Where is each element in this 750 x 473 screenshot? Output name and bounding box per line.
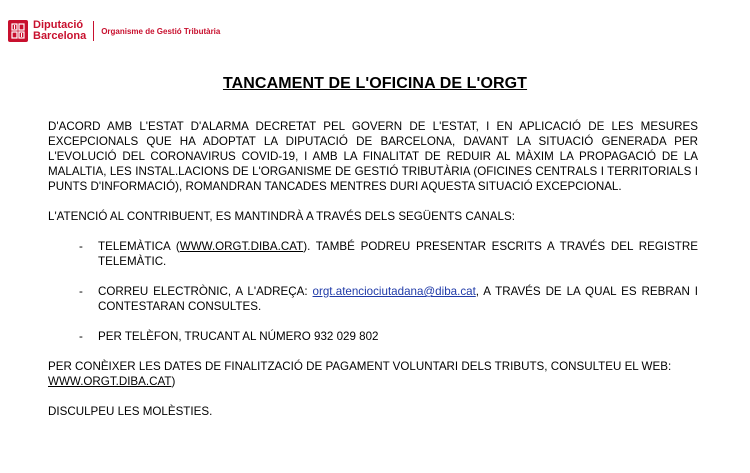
list-dash: - [79,285,83,298]
page-title: TANCAMENT DE L'OFICINA DE L'ORGT [222,75,528,92]
notice-body [48,119,698,419]
list-dash: - [79,240,83,253]
web-link-2[interactable]: WWW.ORGT.DIBA.CAT [48,375,172,388]
item-text-pre: TELEMÀTICA ( [98,240,180,253]
item-text-post: , A TRAVÉS DE LA QUAL ES REBRAN I CONTESTARAN CONSULTES. [98,285,698,313]
deadlines-close: ) [171,375,176,388]
header-divider [93,21,94,41]
list-dash: - [79,330,83,343]
deadlines-paragraph [48,359,698,389]
phone-text: PER TELÈFON, TRUCANT AL NÚMERO 932 029 802 [98,330,379,343]
item-text-post: ). TAMBÉ PODREU PRESENTAR ESCRITS A TRAVÉS DEL REGISTRE TELEMÀTIC. [98,240,698,268]
list-item [48,329,698,344]
logo-line2: Barcelona [33,30,87,42]
diputacio-logo-icon [8,20,28,42]
header [8,18,220,44]
org-name: Organisme de Gestió Tributària [101,26,221,36]
item-text-pre: CORREU ELECTRÒNIC, A L'ADREÇA: [98,285,313,298]
logo-line1: Diputació [33,19,84,31]
list-item [48,284,698,314]
channels-intro: L'ATENCIÓ AL CONTRIBUENT, ES MANTINDRÀ A TRAVÉS DELS SEGÜENTS CANALS: [48,210,515,223]
email-link[interactable]: orgt.atenciociutadana@diba.cat [312,285,476,298]
apology-text: DISCULPEU LES MOLÈSTIES. [48,405,213,418]
deadlines-text: PER CONÈIXER LES DATES DE FINALITZACIÓ DE PAGAMENT VOLUNTARI DELS TRIBUTS, CONSULTEU EL WEB: [48,360,672,373]
list-item [48,239,698,269]
intro-paragraph: D'ACORD AMB L'ESTAT D'ALARMA DECRETAT PEL GOVERN DE L'ESTAT, I EN APLICACIÓ DE LES MESURES EXCEPCIONALS QUE HA ADOPTAT LA DIPUTACIÓ DE BARCELONA, DAVANT LA SITUACIÓ GENERADA PER L'EVOLUCIÓ DEL CORONAVIRUS COVID-19, I AMB LA FINALITAT DE REDUIR AL MÀXIM LA PROPAGACIÓ DE LA MALALTIA, LES INSTAL.LACIONS DE L'ORGANISME DE GESTIÓ TRIBUTÀRIA (OFICINES CENTRALS I TERRITORIALS I PUNTS D'INFORMACIÓ), ROMANDRAN TANCADES MENTRES DURI AQUESTA SITUACIÓ EXCEPCIONAL. [48,120,698,193]
diputacio-logo-text [33,20,86,42]
web-link[interactable]: WWW.ORGT.DIBA.CAT [179,240,304,253]
channels-list [48,239,698,344]
